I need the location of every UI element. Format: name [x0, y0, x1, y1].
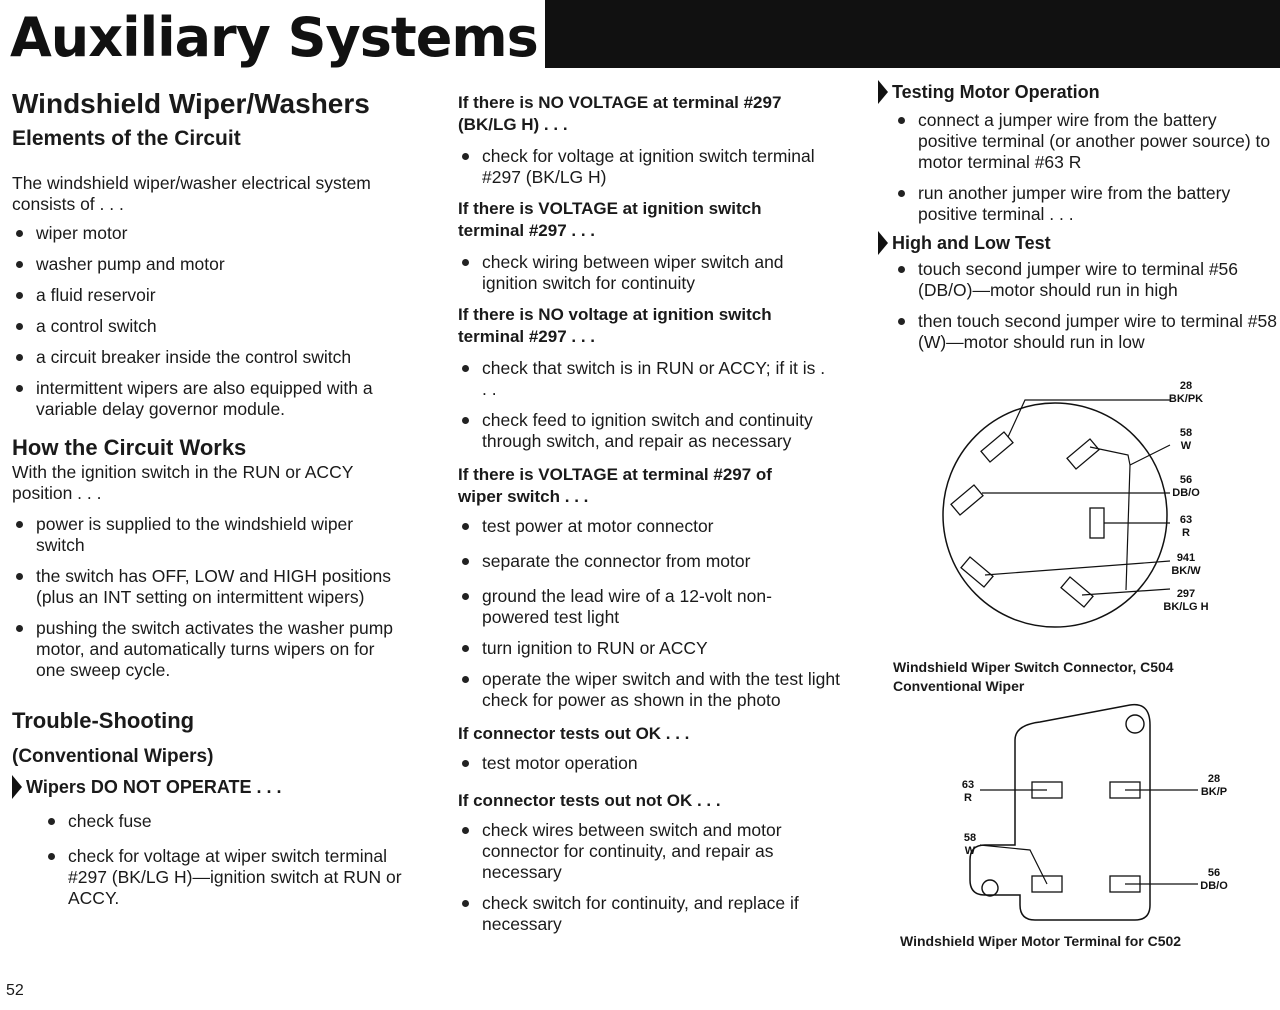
- testing-heading: [878, 80, 1273, 104]
- elements-list: [12, 223, 432, 420]
- list-item: a circuit breaker inside the control switch: [12, 347, 432, 368]
- how-intro: With the ignition switch in the RUN or ACCY position . . .: [12, 462, 354, 503]
- terminal-63: [1090, 508, 1104, 538]
- list-item: a fluid reservoir: [12, 285, 432, 306]
- condition-heading: If connector tests out OK . . .: [458, 724, 690, 743]
- condition-list: [458, 516, 848, 711]
- label-941-color: BK/W: [1171, 565, 1201, 577]
- list-item: connect a jumper wire from the battery positive terminal (or another power source) to motor terminal #63 R: [894, 110, 1278, 173]
- testing-list: [878, 110, 1273, 225]
- switch-connector-diagram: [930, 375, 1230, 655]
- label-63-num: 63: [1179, 514, 1193, 526]
- condition-list: [458, 252, 848, 294]
- figure-caption-line: Conventional Wiper: [893, 678, 1025, 694]
- label-28-color: BK/P: [1200, 786, 1228, 798]
- list-item: run another jumper wire from the battery positive terminal . . .: [894, 183, 1258, 225]
- label-28-num: 28: [1207, 773, 1221, 785]
- terminal-58: [1067, 439, 1099, 469]
- elements-heading: Elements of the Circuit: [12, 127, 241, 150]
- list-item: check feed to ignition switch and continuity through switch, and repair as necessary: [458, 410, 847, 452]
- condition-heading: If connector tests out not OK . . .: [458, 791, 721, 810]
- condition-list: [458, 753, 848, 774]
- list-item: turn ignition to RUN or ACCY: [458, 638, 848, 659]
- column-3: [878, 80, 1277, 353]
- list-item: power is supplied to the windshield wiper switch: [12, 514, 376, 556]
- list-item: check that switch is in RUN or ACCY; if it is . . .: [458, 358, 827, 400]
- arrow-marker-icon: [878, 80, 888, 104]
- page-title: Auxiliary Systems: [10, 6, 538, 69]
- list-item: test motor operation: [458, 753, 848, 774]
- list-item: then touch second jumper wire to terminal #58 (W)—motor should run in low: [894, 311, 1278, 353]
- condition-heading: If there is NO voltage at ignition switch terminal #297 . . .: [458, 305, 772, 346]
- label-63-num: 63: [961, 779, 975, 791]
- arrow-marker-icon: [878, 231, 888, 255]
- title-bar: [545, 0, 1280, 68]
- label-63-color: R: [964, 792, 972, 804]
- label-56-num: 56: [1207, 867, 1221, 879]
- testing-label: Testing Motor Operation: [892, 81, 1100, 102]
- how-heading: How the Circuit Works: [12, 435, 247, 460]
- connector-outline: [943, 403, 1167, 627]
- list-item: a control switch: [12, 316, 432, 337]
- label-941-num: 941: [1176, 552, 1196, 564]
- label-56-num: 56: [1179, 474, 1193, 486]
- condition-list: [458, 820, 848, 935]
- list-item: check wires between switch and motor connector for continuity, and repair as necessary: [458, 820, 822, 883]
- terminal-56: [951, 485, 983, 515]
- high-low-heading: [878, 231, 1273, 255]
- list-item: check fuse: [44, 811, 432, 832]
- condition-list: [458, 358, 848, 452]
- figure-caption: Windshield Wiper Motor Terminal for C502: [900, 933, 1182, 949]
- label-28-color: BK/PK: [1168, 393, 1204, 405]
- case-heading: [12, 775, 432, 799]
- list-item: separate the connector from motor: [458, 551, 848, 572]
- intro-text: The windshield wiper/washer electrical system consists of . . .: [12, 173, 371, 214]
- condition-list: [458, 146, 848, 188]
- column-1: [12, 85, 432, 909]
- condition-heading: If there is VOLTAGE at terminal #297 of wiper switch . . .: [458, 465, 772, 506]
- list-item: washer pump and motor: [12, 254, 432, 275]
- troubleshooting-list: [12, 811, 432, 909]
- list-item: check for voltage at wiper switch terminal #297 (BK/LG H)—ignition switch at RUN or ACCY.: [44, 846, 408, 909]
- list-item: pushing the switch activates the washer pump motor, and automatically turns wipers on for one sweep cycle.: [12, 618, 406, 681]
- figure-caption-line: Windshield Wiper Switch Connector, C504: [893, 659, 1174, 675]
- troubleshooting-heading: Trouble-Shooting: [12, 708, 195, 733]
- terminal-297: [1061, 577, 1093, 607]
- lead-lines: [982, 400, 1170, 595]
- motor-terminal-diagram: [950, 700, 1240, 930]
- list-item: test power at motor connector: [458, 516, 848, 537]
- list-item: the switch has OFF, LOW and HIGH positions (plus an INT setting on intermittent wipers): [12, 566, 416, 608]
- condition-heading: If there is NO VOLTAGE at terminal #297 (BK/LG H) . . .: [458, 93, 782, 134]
- list-item: check switch for continuity, and replace if necessary: [458, 893, 832, 935]
- label-56-color: DB/O: [1172, 487, 1200, 499]
- high-low-list: [878, 259, 1277, 353]
- arrow-marker-icon: [12, 775, 22, 799]
- list-item: touch second jumper wire to terminal #56 (DB/O)—motor should run in high: [894, 259, 1278, 301]
- section-heading: Windshield Wiper/Washers: [12, 88, 370, 119]
- label-56-color: DB/O: [1200, 880, 1228, 892]
- column-2: [458, 92, 848, 935]
- case-label: Wipers DO NOT OPERATE . . .: [26, 776, 282, 797]
- list-item: check wiring between wiper switch and ignition switch for continuity: [458, 252, 822, 294]
- list-item: intermittent wipers are also equipped with a variable delay governor module.: [12, 378, 406, 420]
- list-item: check for voltage at ignition switch terminal #297 (BK/LG H): [458, 146, 832, 188]
- label-58-num: 58: [963, 832, 977, 844]
- list-item: wiper motor: [12, 223, 432, 244]
- label-297-color: BK/LG H: [1163, 601, 1209, 613]
- list-item: ground the lead wire of a 12-volt non-powered test light: [458, 586, 772, 628]
- page-number: 52: [6, 982, 24, 999]
- figure-caption: [893, 658, 1174, 696]
- label-58-color: W: [964, 845, 976, 857]
- condition-heading: If there is VOLTAGE at ignition switch terminal #297 . . .: [458, 199, 762, 240]
- high-low-label: High and Low Test: [892, 232, 1051, 253]
- label-297-num: 297: [1176, 588, 1196, 600]
- label-28-num: 28: [1179, 380, 1193, 392]
- label-58-color: W: [1180, 440, 1192, 452]
- how-list: [12, 514, 432, 681]
- label-58-num: 58: [1179, 427, 1193, 439]
- troubleshooting-subheading: (Conventional Wipers): [12, 746, 214, 767]
- list-item: operate the wiper switch and with the test light check for power as shown in the photo: [458, 669, 852, 711]
- label-63-color: R: [1182, 527, 1190, 539]
